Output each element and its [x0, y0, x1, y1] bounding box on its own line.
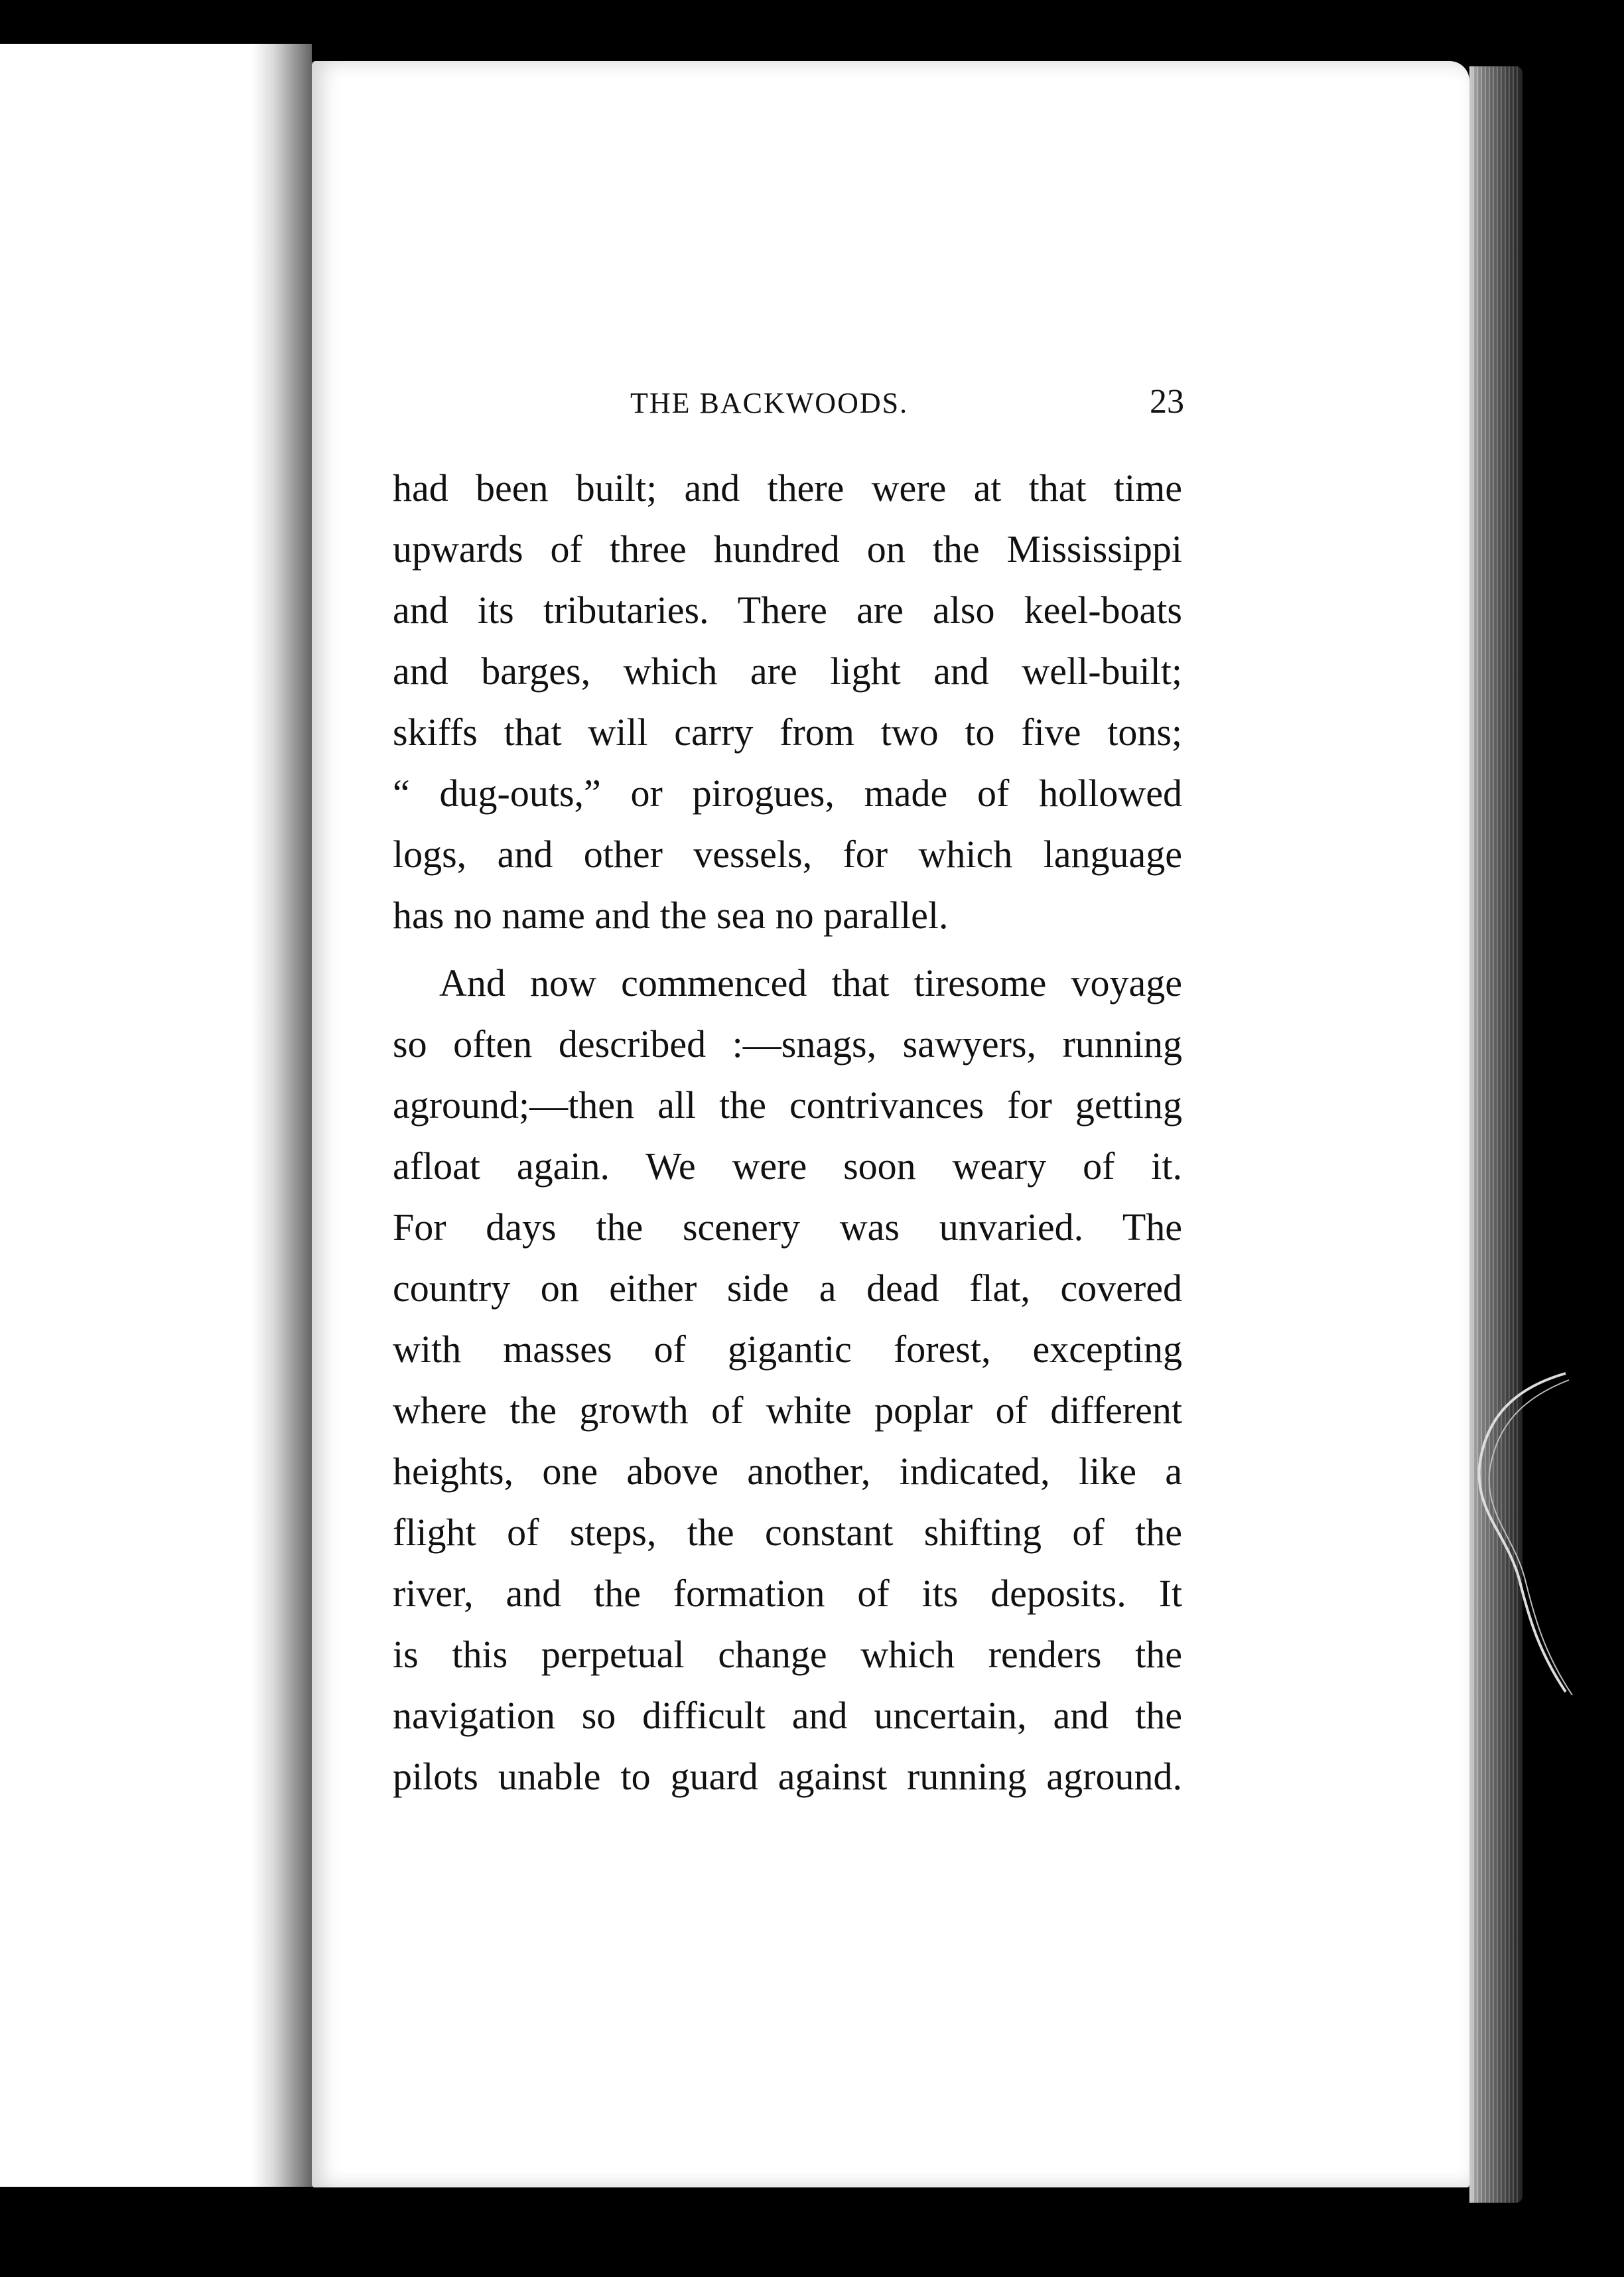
text-line: navigation so difficult and uncertain, and the	[393, 1694, 1182, 1737]
text-line: where the growth of white poplar of different	[393, 1389, 1182, 1432]
text-line: For days the scenery was unvaried. The	[393, 1206, 1182, 1249]
text-line: with masses of gigantic forest, excepting	[393, 1328, 1182, 1371]
bookmark-string	[1459, 1360, 1592, 1705]
text-line: afloat again. We were soon weary of it.	[393, 1144, 1182, 1188]
text-line: country on either side a dead flat, covered	[393, 1267, 1182, 1310]
text-line: had been built; and there were at that time	[393, 466, 1182, 510]
running-head	[391, 383, 1184, 426]
text-line: aground;—then all the contrivances for getting	[393, 1083, 1182, 1127]
left-page	[0, 44, 312, 2187]
text-line: so often described :—snags, sawyers, running	[393, 1022, 1182, 1066]
left-gutter-shadow	[252, 44, 312, 2187]
text-line: upwards of three hundred on the Mississippi	[393, 527, 1182, 571]
text-line: has no name and the sea no parallel.	[393, 894, 949, 937]
text-line: skiffs that will carry from two to five tons;	[393, 711, 1182, 754]
text-line: logs, and other vessels, for which language	[393, 833, 1182, 876]
paragraph-gap	[393, 946, 1182, 953]
body-text	[393, 458, 1182, 1807]
text-line: flight of steps, the constant shifting of the	[393, 1511, 1182, 1554]
text-line: heights, one above another, indicated, like a	[393, 1450, 1182, 1493]
text-line: and its tributaries. There are also keel-boats	[393, 588, 1182, 632]
text-line: pilots unable to guard against running aground.	[393, 1755, 1182, 1798]
page-number: 23	[1150, 383, 1184, 421]
running-title: THE BACKWOODS.	[630, 387, 909, 419]
text-line: river, and the formation of its deposits. It	[393, 1572, 1182, 1615]
page-edge-texture	[1473, 66, 1519, 2203]
text-line: “ dug-outs,” or pirogues, made of hollowed	[393, 772, 1182, 815]
text-line: is this perpetual change which renders the	[393, 1633, 1182, 1676]
text-line: And now commenced that tiresome voyage	[439, 961, 1182, 1004]
text-line: and barges, which are light and well-built;	[393, 650, 1182, 693]
